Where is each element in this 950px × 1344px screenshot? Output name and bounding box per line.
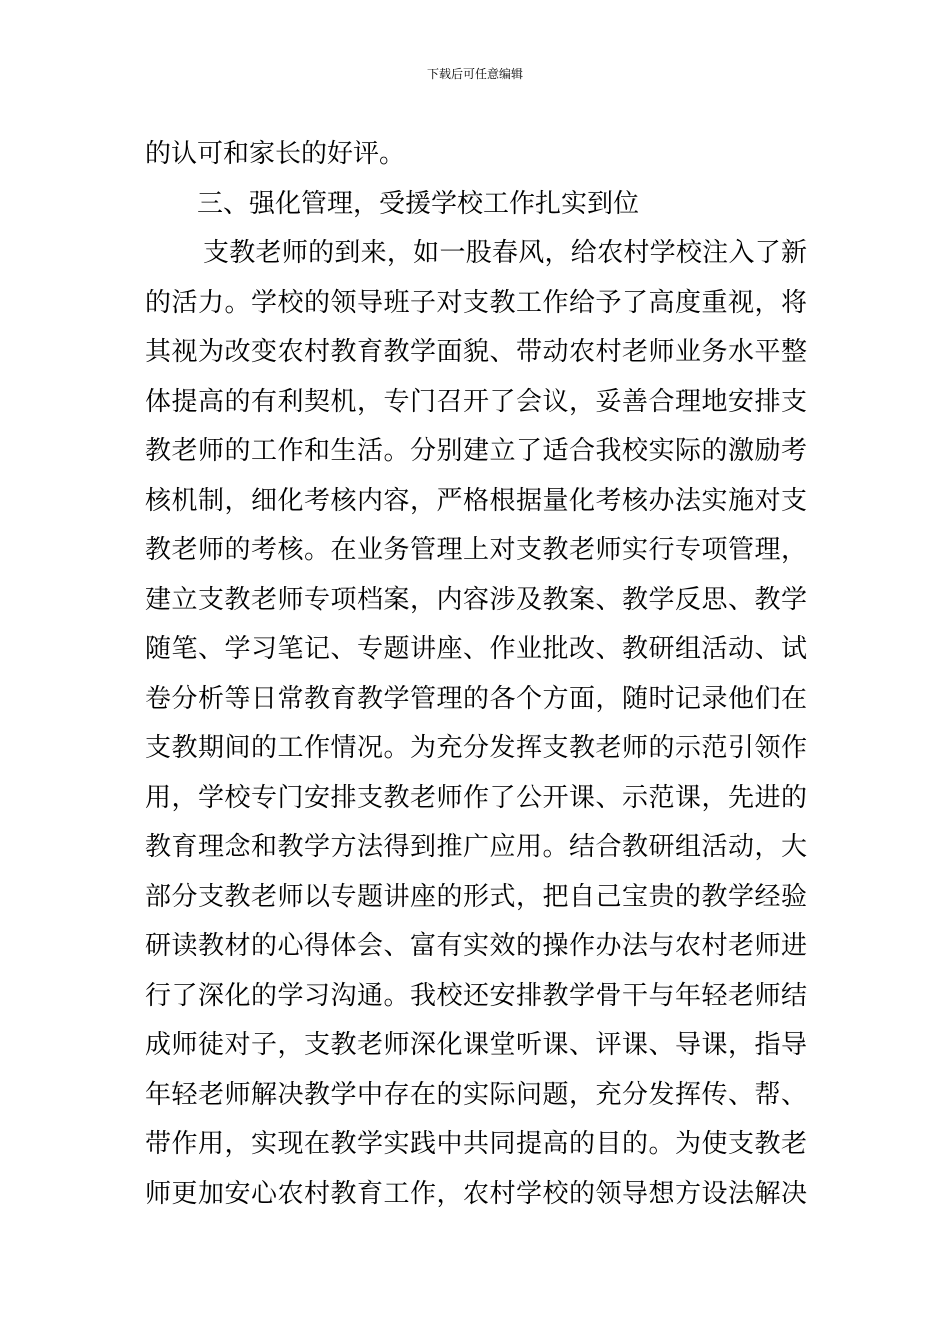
- text-line: 卷分析等日常教育教学管理的各个方面，随时记录他们在: [145, 683, 807, 714]
- text-line: 教老师的考核。在业务管理上对支教老师实行专项管理，: [145, 535, 807, 565]
- text-line: 随笔、学习笔记、专题讲座、作业批改、教研组活动、试: [145, 634, 807, 664]
- text-line: 其视为改变农村教育教学面貌、带动农村老师业务水平整: [145, 337, 807, 367]
- text-line: 的活力。学校的领导班子对支教工作给予了高度重视，将: [145, 287, 807, 318]
- text-line: 体提高的有利契机，专门召开了会议，妥善合理地安排支: [145, 386, 807, 417]
- header-note: 下载后可任意编辑: [426, 67, 523, 81]
- text-line: 支教老师的到来，如一股春风，给农村学校注入了新: [203, 238, 807, 268]
- section-heading: 三、强化管理，受援学校工作扎实到位: [197, 188, 640, 219]
- text-line: 年轻老师解决教学中存在的实际问题，充分发挥传、帮、: [145, 1079, 807, 1110]
- text-line: 师更加安心农村教育工作，农村学校的领导想方设法解决: [145, 1178, 807, 1209]
- text-line: 支教期间的工作情况。为充分发挥支教老师的示范引领作: [145, 733, 807, 763]
- text-line: 研读教材的心得体会、富有实效的操作办法与农村老师进: [145, 931, 807, 961]
- text-line: 建立支教老师专项档案，内容涉及教案、教学反思、教学: [145, 584, 807, 615]
- text-line: 的认可和家长的好评。: [145, 139, 406, 169]
- text-line: 教育理念和教学方法得到推广应用。结合教研组活动，大: [145, 832, 807, 862]
- text-line: 行了深化的学习沟通。我校还安排教学骨干与年轻老师结: [145, 980, 807, 1011]
- text-line: 教老师的工作和生活。分别建立了适合我校实际的激励考: [145, 436, 807, 466]
- text-line: 核机制，细化考核内容，严格根据量化考核办法实施对支: [145, 485, 807, 516]
- text-line: 带作用，实现在教学实践中共同提高的目的。为使支教老: [145, 1129, 807, 1159]
- text-line: 用，学校专门安排支教老师作了公开课、示范课，先进的: [145, 782, 807, 813]
- text-line: 部分支教老师以专题讲座的形式，把自己宝贵的教学经验: [145, 881, 807, 912]
- body-text: [145, 130, 807, 1219]
- text-line: 成师徒对子，支教老师深化课堂听课、评课、导课，指导: [145, 1030, 807, 1060]
